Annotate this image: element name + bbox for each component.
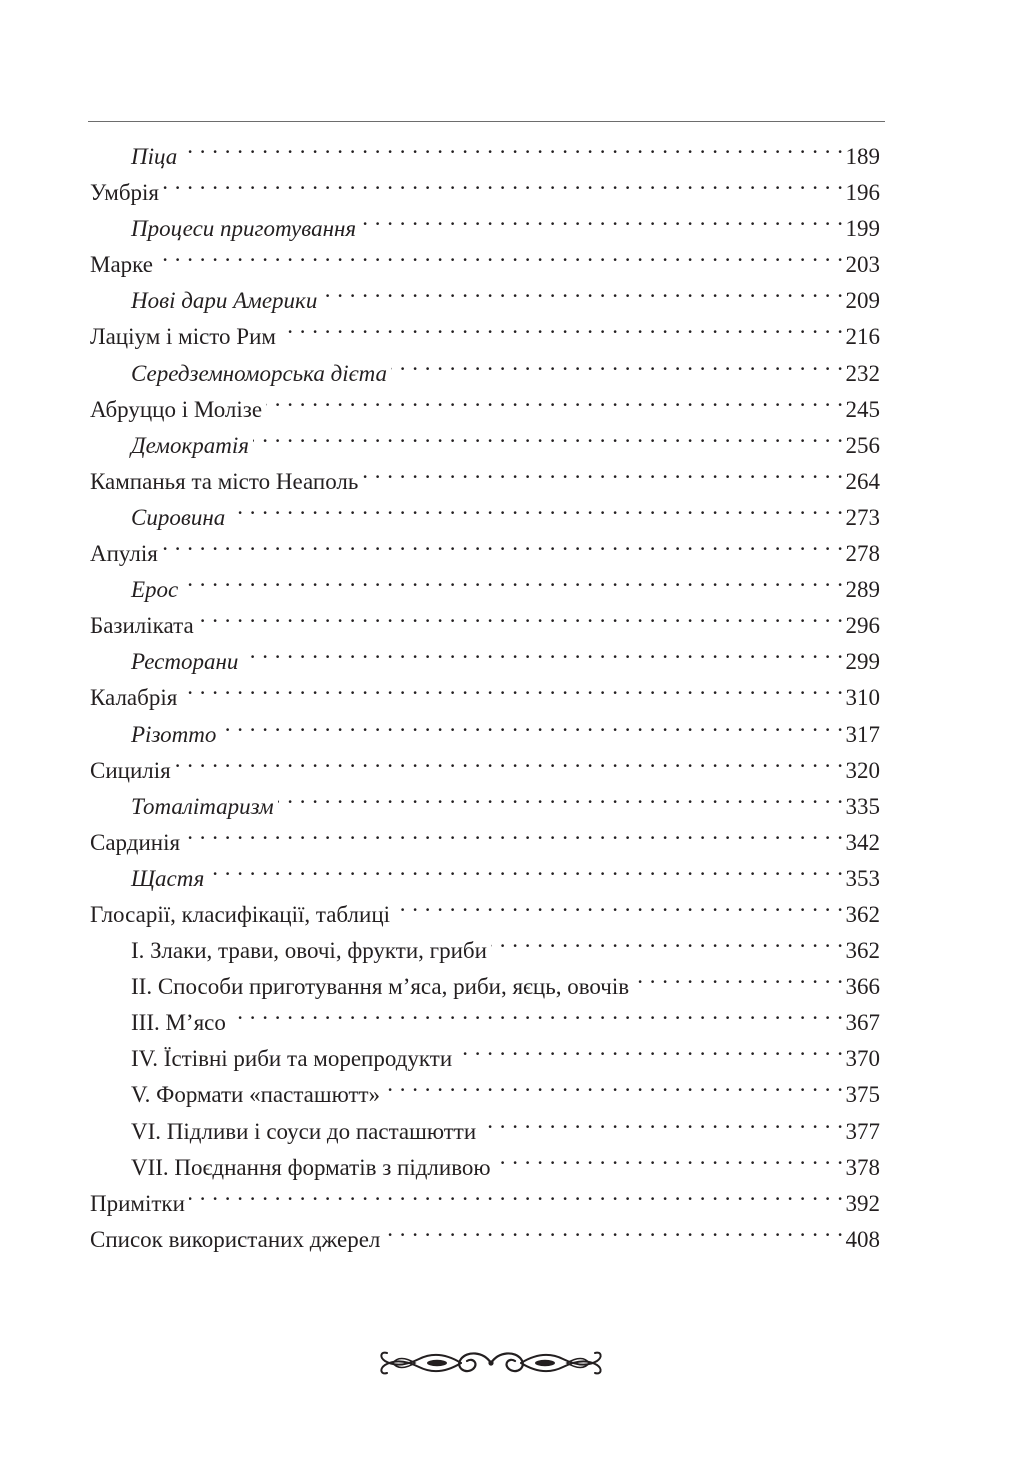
- toc-entry-page: 377: [845, 1118, 880, 1144]
- dot-leader: [480, 1103, 843, 1139]
- toc-entry: [90, 1175, 880, 1216]
- toc-entry-title: Нові дари Америки: [131, 288, 318, 314]
- toc-entry-title: V. Формати «пасташютт»: [131, 1082, 381, 1108]
- toc-entry-page: 362: [845, 901, 880, 927]
- toc-entry-page: 310: [845, 685, 880, 711]
- toc-entry-page: 232: [845, 360, 880, 386]
- dot-leader: [633, 958, 843, 994]
- flourish-ornament-icon: [375, 1345, 607, 1381]
- toc-entry: [90, 236, 880, 278]
- toc-entry: [90, 850, 880, 891]
- dot-leader: [163, 164, 844, 200]
- toc-entry-page: 264: [845, 468, 880, 494]
- top-rule: [88, 121, 885, 122]
- dot-leader: [394, 886, 843, 922]
- toc-entry-page: 278: [845, 541, 880, 567]
- toc-entry-page: 203: [845, 252, 880, 278]
- toc-entry: [90, 272, 880, 314]
- toc-entry-title: Середземноморська дієта: [131, 360, 388, 386]
- toc-entry: [90, 742, 880, 783]
- dot-leader: [198, 597, 844, 633]
- toc-entry-page: 320: [845, 757, 880, 783]
- toc-entry-page: 289: [845, 577, 880, 603]
- dot-leader: [229, 489, 843, 525]
- toc-entry-title: Базиліката: [90, 613, 194, 639]
- dot-leader: [242, 633, 843, 669]
- dot-leader: [175, 742, 844, 778]
- toc-entry-title: I. Злаки, трави, овочі, фрукти, гриби: [131, 938, 487, 964]
- toc-entry: [90, 886, 880, 927]
- dot-leader: [220, 706, 843, 742]
- toc-entry-title: Різотто: [131, 721, 217, 747]
- toc-entry-title: Щастя: [131, 865, 205, 891]
- toc-entry-page: 256: [845, 432, 880, 458]
- dot-leader: [157, 236, 844, 272]
- toc-entry-title: Примітки: [90, 1190, 185, 1216]
- toc-entry: [90, 597, 880, 639]
- dot-leader: [266, 381, 843, 417]
- dot-leader: [280, 308, 844, 344]
- toc-entry-page: 196: [845, 180, 880, 206]
- toc-entry-title: Калабрія: [90, 685, 178, 711]
- toc-entry-title: Марке: [90, 252, 153, 278]
- toc-entry-title: III. М’ясо: [131, 1010, 226, 1036]
- toc-entry-page: 362: [845, 938, 880, 964]
- dot-leader: [182, 561, 843, 597]
- toc-entry: [90, 633, 880, 675]
- dot-leader: [230, 994, 844, 1030]
- toc-entry: [90, 128, 880, 169]
- toc-entry: [90, 1211, 880, 1252]
- toc-entry-title: Апулія: [90, 541, 158, 567]
- toc-entry-title: Піца: [131, 144, 178, 169]
- toc-entry: [90, 706, 880, 747]
- dot-leader: [391, 345, 843, 381]
- dot-leader: [181, 669, 843, 705]
- toc-entry-page: 209: [845, 288, 880, 314]
- toc-entry-page: 366: [845, 974, 880, 1000]
- toc-entry: [90, 525, 880, 567]
- dot-leader: [181, 128, 843, 164]
- toc-entry-page: 367: [845, 1010, 880, 1036]
- dot-leader: [362, 453, 843, 489]
- toc-entry-title: II. Способи приготування м’яса, риби, яєць, овочів: [131, 974, 630, 1000]
- toc-entry: [90, 814, 880, 855]
- toc-entry-page: 296: [845, 613, 880, 639]
- dot-leader: [253, 417, 844, 453]
- table-of-contents: [90, 128, 880, 1252]
- dot-leader: [360, 200, 843, 236]
- dot-leader: [189, 1175, 844, 1211]
- toc-entry-page: 245: [845, 396, 880, 422]
- toc-entry-title: Ресторани: [131, 649, 239, 675]
- dot-leader: [456, 1030, 843, 1066]
- toc-entry-page: 408: [845, 1226, 880, 1252]
- toc-entry-page: 299: [845, 649, 880, 675]
- dot-leader: [278, 778, 844, 814]
- dot-leader: [321, 272, 843, 308]
- toc-entry-title: Процеси приготування: [131, 216, 357, 242]
- toc-entry-page: 189: [845, 144, 880, 169]
- toc-entry: [90, 669, 880, 711]
- toc-entry-title: Ерос: [131, 577, 179, 603]
- toc-entry-title: Список використаних джерел: [90, 1226, 381, 1252]
- toc-entry-title: Сицилія: [90, 757, 171, 783]
- dot-leader: [162, 525, 844, 561]
- toc-entry-page: 378: [845, 1154, 880, 1180]
- toc-entry-page: 370: [845, 1046, 880, 1072]
- toc-entry-title: Кампанья та місто Неаполь: [90, 468, 359, 494]
- toc-entry-page: 353: [845, 865, 880, 891]
- dot-leader: [384, 1211, 843, 1247]
- toc-entry-page: 392: [845, 1190, 880, 1216]
- dot-leader: [495, 1139, 844, 1175]
- toc-entry: [90, 200, 880, 242]
- toc-entry-title: VII. Поєднання форматів з підливою: [131, 1154, 491, 1180]
- dot-leader: [208, 850, 843, 886]
- toc-entry-page: 273: [845, 504, 880, 530]
- toc-entry-title: Тоталітаризм: [131, 793, 274, 819]
- dot-leader: [384, 1066, 843, 1102]
- dot-leader: [184, 814, 843, 850]
- toc-entry-page: 335: [845, 793, 880, 819]
- toc-entry-page: 317: [845, 721, 880, 747]
- toc-entry: [90, 164, 880, 206]
- toc-entry-title: IV. Їстівні риби та морепродукти: [131, 1046, 453, 1072]
- toc-entry-page: 375: [845, 1082, 880, 1108]
- toc-entry: [90, 778, 880, 819]
- toc-entry-title: Глосарії, класифікації, таблиці: [90, 901, 391, 927]
- toc-entry-page: 342: [845, 829, 880, 855]
- toc-entry-title: Лаціум і місто Рим: [90, 324, 276, 350]
- toc-entry: [90, 561, 880, 603]
- toc-entry-page: 216: [845, 324, 880, 350]
- toc-entry-title: VI. Підливи і соуси до пасташютти: [131, 1118, 477, 1144]
- toc-entry-title: Демократія: [131, 432, 249, 458]
- toc-entry-title: Абруццо і Молізе: [90, 396, 263, 422]
- toc-entry-title: Сардинія: [90, 829, 181, 855]
- toc-entry-title: Умбрія: [90, 180, 159, 206]
- dot-leader: [491, 922, 844, 958]
- toc-entry-page: 199: [845, 216, 880, 242]
- toc-entry-title: Сировина: [131, 504, 226, 530]
